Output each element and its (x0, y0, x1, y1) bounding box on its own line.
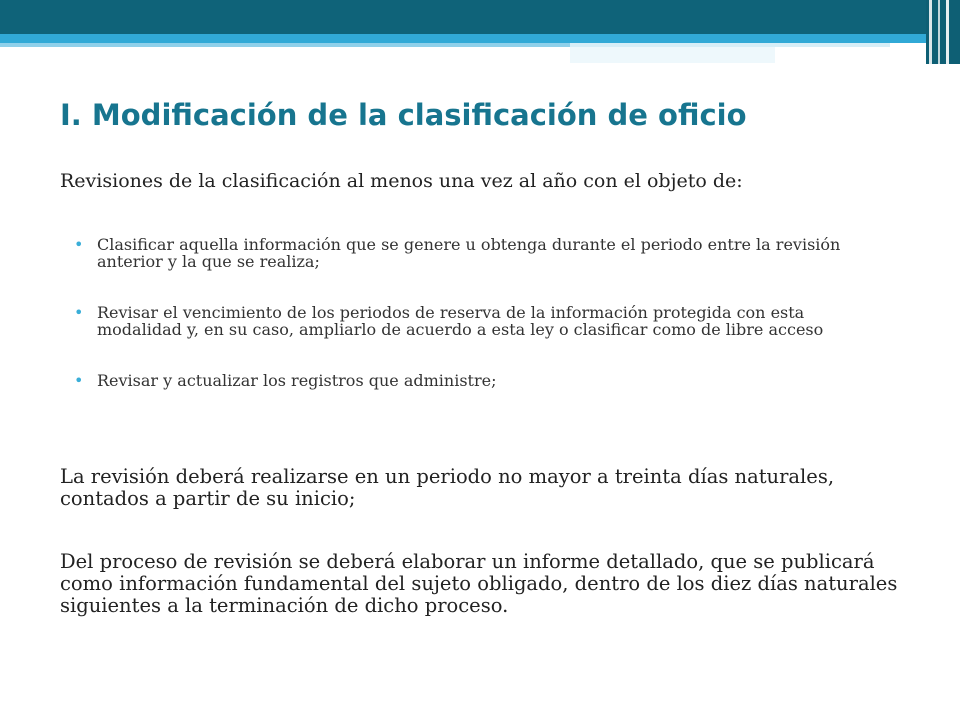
paragraph-report: Del proceso de revisión se deberá elaborar un informe detallado, que se publicará como información fundamental del sujeto obligado, dentro de los diez días naturales siguientes a la terminación de dicho proceso. (60, 550, 898, 617)
bullet-text: Revisar y actualizar los registros que administre; (97, 371, 497, 390)
header-band (0, 0, 960, 34)
paragraph-review-period: La revisión deberá realizarse en un periodo no mayor a treinta días naturales, contados a partir de su inicio; (60, 465, 835, 510)
bullet-item (74, 372, 894, 389)
bullet-dot-icon: • (74, 235, 84, 254)
corner-accent-line (929, 0, 932, 64)
header-stripe-light (0, 43, 570, 47)
intro-text: Revisiones de la clasificación al menos una vez al año con el objeto de: (60, 170, 743, 192)
bullet-text: Clasificar aquella información que se genere u obtenga durante el periodo entre la revisión anterior y la que se realiza; (97, 235, 841, 271)
corner-accent-line (946, 0, 949, 64)
bullet-item (74, 304, 894, 338)
corner-accent-line (938, 0, 940, 64)
bullet-item (74, 236, 894, 270)
header-stripe-faint (570, 47, 775, 63)
header-stripe (0, 34, 960, 43)
slide-title: I. Modificación de la clasificación de oficio (60, 98, 747, 132)
bullet-dot-icon: • (74, 371, 84, 390)
bullet-text: Revisar el vencimiento de los periodos de reserva de la información protegida con esta modalidad y, en su caso, ampliarlo de acuerdo a esta ley o clasificar como de libre acceso (97, 303, 824, 339)
bullet-list (74, 236, 894, 389)
bullet-dot-icon: • (74, 303, 84, 322)
